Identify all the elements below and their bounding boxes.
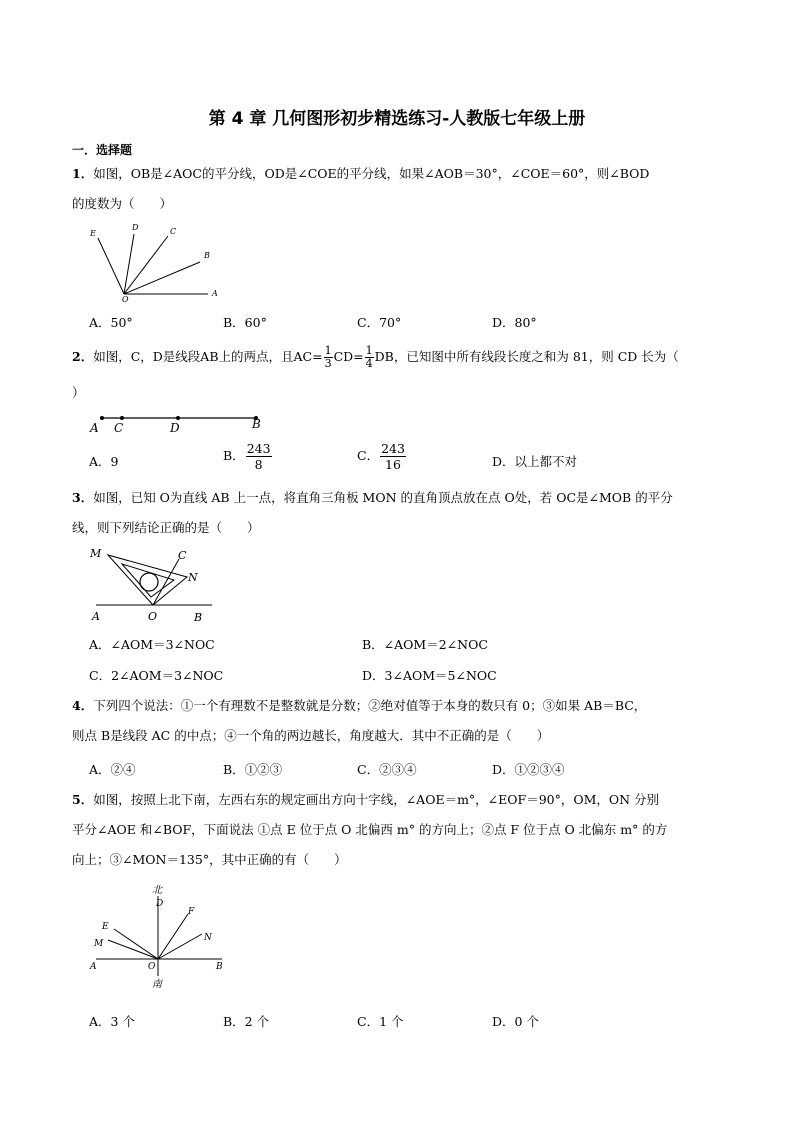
question-3-figure <box>88 544 218 626</box>
question-4-line-1 <box>72 698 646 714</box>
question-1-number: 1． <box>72 166 94 181</box>
question-4-text: 下列四个说法：①一个有理数不是整数就是分数；②绝对值等于本身的数只有 0；③如果 AB＝BC， <box>93 698 647 713</box>
question-2-text-c: DB，已知图中所有线段长度之和为 81，则 CD 长为（ <box>374 349 679 364</box>
q3-option-d: D．3∠AOM＝5∠NOC <box>362 668 497 683</box>
label-m: M <box>94 939 104 949</box>
q4-option-d: D．①②③④ <box>492 762 565 777</box>
question-5-line-3: 向上；③∠MON＝135°，其中正确的有（ ） <box>72 852 347 867</box>
label-north: 北 <box>152 885 162 896</box>
q5-option-d: D．0 个 <box>492 1014 539 1029</box>
q2-option-c: C． $\frac{243}{16}$ <box>357 441 405 472</box>
q3-option-a: A．∠AOM＝3∠NOC <box>89 637 215 652</box>
label-f: F <box>188 907 195 917</box>
label-a: A <box>92 610 100 623</box>
q1-option-d: D．80° <box>492 315 537 330</box>
q4-option-a: A．②④ <box>89 762 136 777</box>
ray-om <box>108 940 158 959</box>
question-5-line-1 <box>72 792 659 808</box>
question-5-text: 如图，按照上北下南，左西右东的规定画出方向十字线，∠AOE＝m°，∠EOF＝90°，OM，ON 分别 <box>93 792 660 807</box>
q2-option-a: A．9 <box>89 454 119 469</box>
q3-option-b: B．∠AOM＝2∠NOC <box>362 637 488 652</box>
question-1-text: 如图，OB是∠AOC的平分线，OD是∠COE的平分线，如果∠AOB＝30°，∠COE＝60°，则∠BOD <box>93 166 650 181</box>
label-d: D <box>132 223 139 232</box>
point-d <box>176 416 180 420</box>
label-b: B <box>216 962 223 972</box>
triangle-mon <box>108 555 187 605</box>
label-c: C <box>114 421 124 435</box>
question-3-line-1 <box>72 490 673 506</box>
ray-oe <box>98 238 124 294</box>
label-e: E <box>102 922 109 932</box>
label-o: O <box>148 610 158 623</box>
section-heading: 一．选择题 <box>72 143 133 157</box>
label-a: A <box>90 421 99 435</box>
question-2-number: 2． <box>72 349 94 364</box>
question-3-line-2: 线，则下列结论正确的是（ ） <box>72 520 260 535</box>
question-2-text-b: CD= <box>333 349 364 364</box>
label-c: C <box>178 549 187 562</box>
label-b: B <box>204 251 210 260</box>
q1-option-c: C．70° <box>357 315 402 330</box>
question-2-line-1 <box>72 345 679 370</box>
point-a <box>100 416 104 420</box>
label-a: A <box>90 962 97 972</box>
label-south: 南 <box>152 979 162 990</box>
label-o: O <box>148 962 156 972</box>
ray-oe <box>114 929 158 959</box>
label-b: B <box>252 417 261 431</box>
ray-ob <box>124 262 200 294</box>
ray-od <box>124 234 134 294</box>
label-n: N <box>188 571 198 584</box>
question-3-number: 3． <box>72 490 94 505</box>
q1-option-b: B．60° <box>223 315 267 330</box>
point-c <box>120 416 124 420</box>
label-e: E <box>90 229 96 238</box>
question-2-figure <box>90 410 270 440</box>
label-d: D <box>156 899 164 909</box>
question-2-line-2: ） <box>72 385 85 400</box>
ray-on <box>158 934 202 959</box>
label-m: M <box>90 547 102 560</box>
fraction-243-8: $\frac{243}{8}$ <box>246 441 271 472</box>
question-4-number: 4． <box>72 698 94 713</box>
q2-option-b: B． $\frac{243}{8}$ <box>223 441 271 472</box>
question-5-number: 5． <box>72 792 94 807</box>
label-b: B <box>194 611 203 624</box>
question-5-line-2: 平分∠AOE 和∠BOF，下面说法 ①点 E 位于点 O 北偏西 m° 的方向上；②点 F 位于点 O 北偏东 m° 的方 <box>72 822 668 837</box>
q4-option-b: B．①②③ <box>223 762 283 777</box>
ray-of <box>158 914 188 959</box>
page-title: 第 4 章 几何图形初步精选练习-人教版七年级上册 <box>208 109 586 129</box>
triangle-inner <box>122 564 174 597</box>
question-3-text: 如图，已知 O为直线 AB 上一点，将直角三角板 MON 的直角顶点放在点 O处，若 OC是∠MOB 的平分 <box>93 490 673 505</box>
question-1-line-1 <box>72 166 649 182</box>
label-a: A <box>212 289 218 298</box>
question-4-line-2: 则点 B是线段 AC 的中点；④一个角的两边越长，角度越大．其中不正确的是（ ） <box>72 728 550 743</box>
question-2-text-a: 如图，C，D是线段AB上的两点，且AC= <box>93 349 323 364</box>
fraction-one-fourth: $\frac{1}{4}$ <box>365 344 373 370</box>
triangle-hole <box>140 573 158 591</box>
fraction-one-third: $\frac{1}{3}$ <box>324 344 332 370</box>
question-5-figure <box>86 882 231 992</box>
q5-option-c: C．1 个 <box>357 1014 404 1029</box>
label-c: C <box>170 227 177 236</box>
label-n: N <box>204 933 212 943</box>
q5-option-a: A．3 个 <box>89 1014 135 1029</box>
fraction-243-16: $\frac{243}{16}$ <box>381 441 405 472</box>
label-d: D <box>170 421 180 435</box>
label-o: O <box>122 295 129 304</box>
ray-oc <box>124 236 168 294</box>
q3-option-c: C．2∠AOM＝3∠NOC <box>89 668 224 683</box>
q2-option-d: D．以上都不对 <box>492 454 578 469</box>
question-1-line-2: 的度数为（ ） <box>72 196 173 211</box>
q5-option-b: B．2 个 <box>223 1014 270 1029</box>
q1-option-a: A．50° <box>89 315 133 330</box>
ray-oc <box>153 559 179 605</box>
q4-option-c: C．②③④ <box>357 762 417 777</box>
question-1-figure <box>88 220 228 305</box>
